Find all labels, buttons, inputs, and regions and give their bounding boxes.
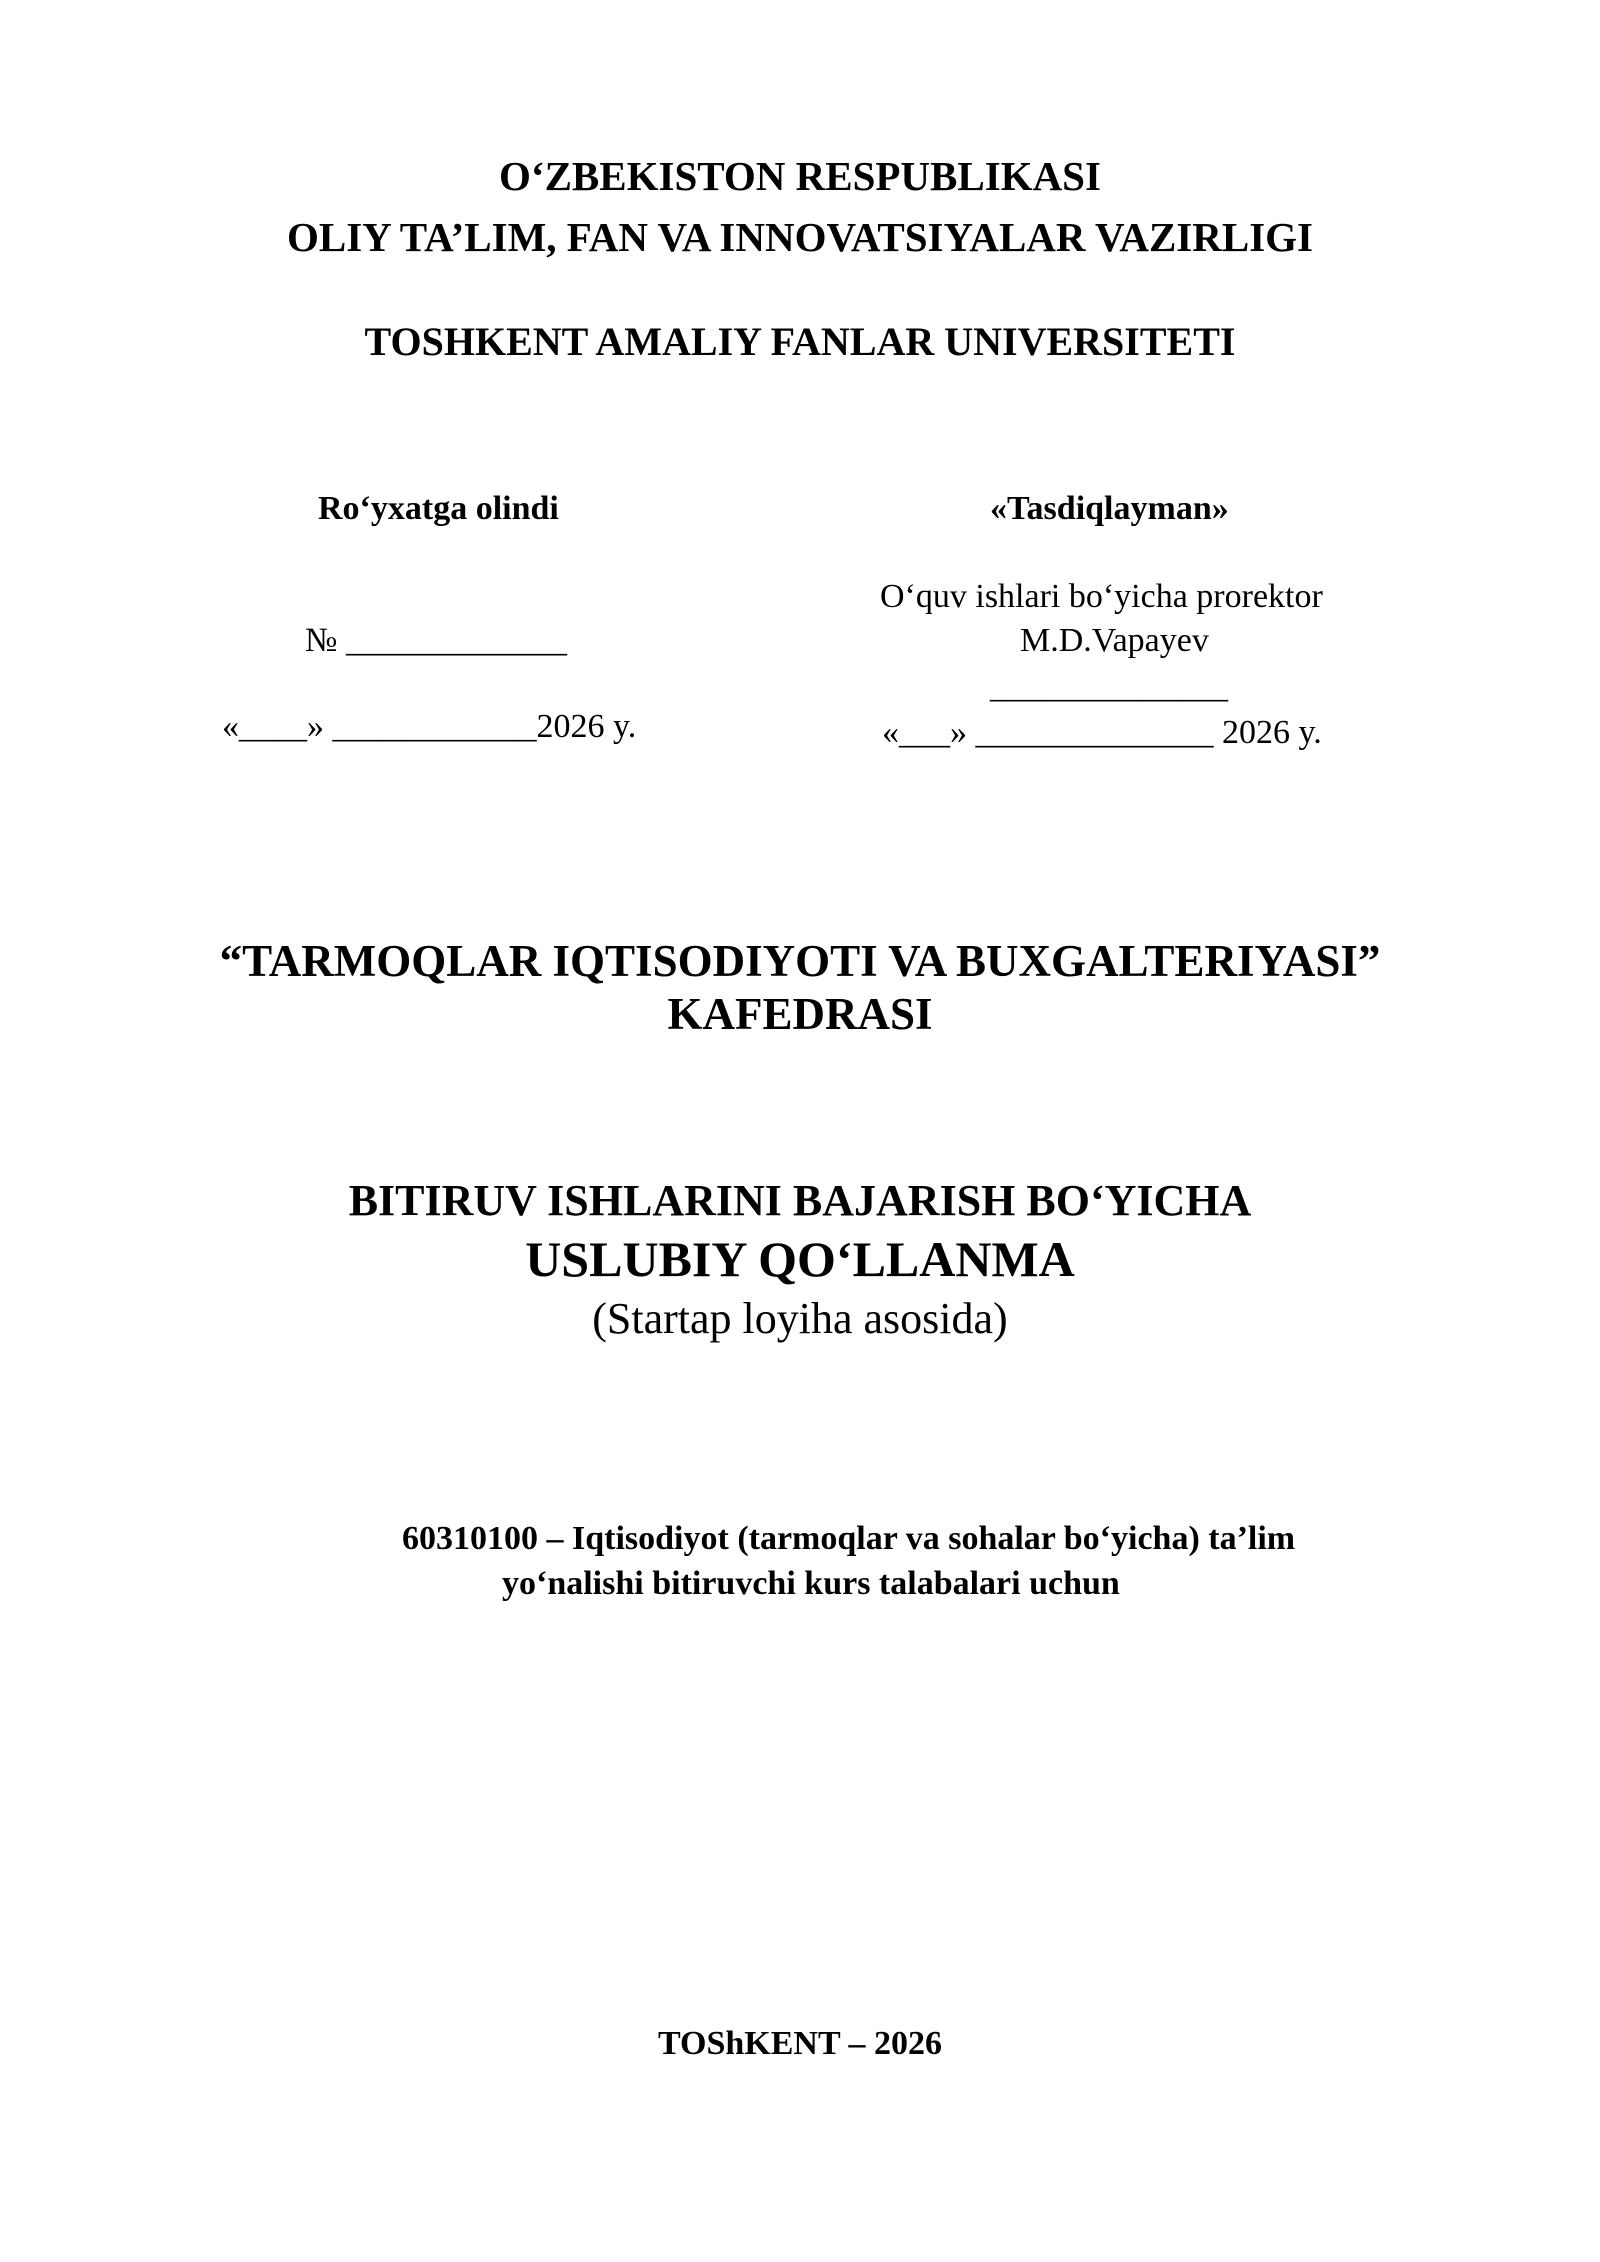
approval-date-line: «___» ______________ 2026 y. — [882, 714, 1322, 751]
specialty-line1: 60310100 – Iqtisodiyot (tarmoqlar va sohalar bo‘yicha) ta’lim — [402, 1520, 1296, 1557]
registration-date-line: «____» ____________2026 y. — [222, 708, 637, 745]
department-name: “TARMOQLAR IQTISODIYOTI VA BUXGALTERIYASI” — [219, 936, 1381, 986]
approver-position: O‘quv ishlari bo‘yicha prorektor — [880, 578, 1323, 615]
city-year: TOShKENT – 2026 — [657, 2025, 943, 2062]
approve-heading: «Tasdiqlayman» — [990, 490, 1229, 527]
document-subtitle: (Startap loyiha asosida) — [592, 1294, 1008, 1343]
registration-number-line: № _____________ — [305, 622, 567, 659]
department-label: KAFEDRASI — [667, 989, 933, 1039]
document-title-line1: BITIRUV ISHLARINI BAJARISH BO‘YICHA — [348, 1176, 1252, 1225]
registered-heading: Ro‘yxatga olindi — [318, 490, 559, 527]
university-name: TOSHKENT AMALIY FANLAR UNIVERSITETI — [364, 319, 1236, 364]
approver-name: M.D.Vapayev — [1020, 622, 1209, 659]
document-title-main: USLUBIY QO‘LLANMA — [525, 1231, 1075, 1287]
ministry-country-line: O‘ZBEKISTON RESPUBLIKASI — [499, 153, 1101, 199]
specialty-line2: yo‘nalishi bitiruvchi kurs talabalari uchun — [502, 1565, 1120, 1602]
ministry-name-line: OLIY TA’LIM, FAN VA INNOVATSIYALAR VAZIRLIGI — [286, 214, 1314, 260]
signature-line: ______________ — [990, 668, 1228, 705]
